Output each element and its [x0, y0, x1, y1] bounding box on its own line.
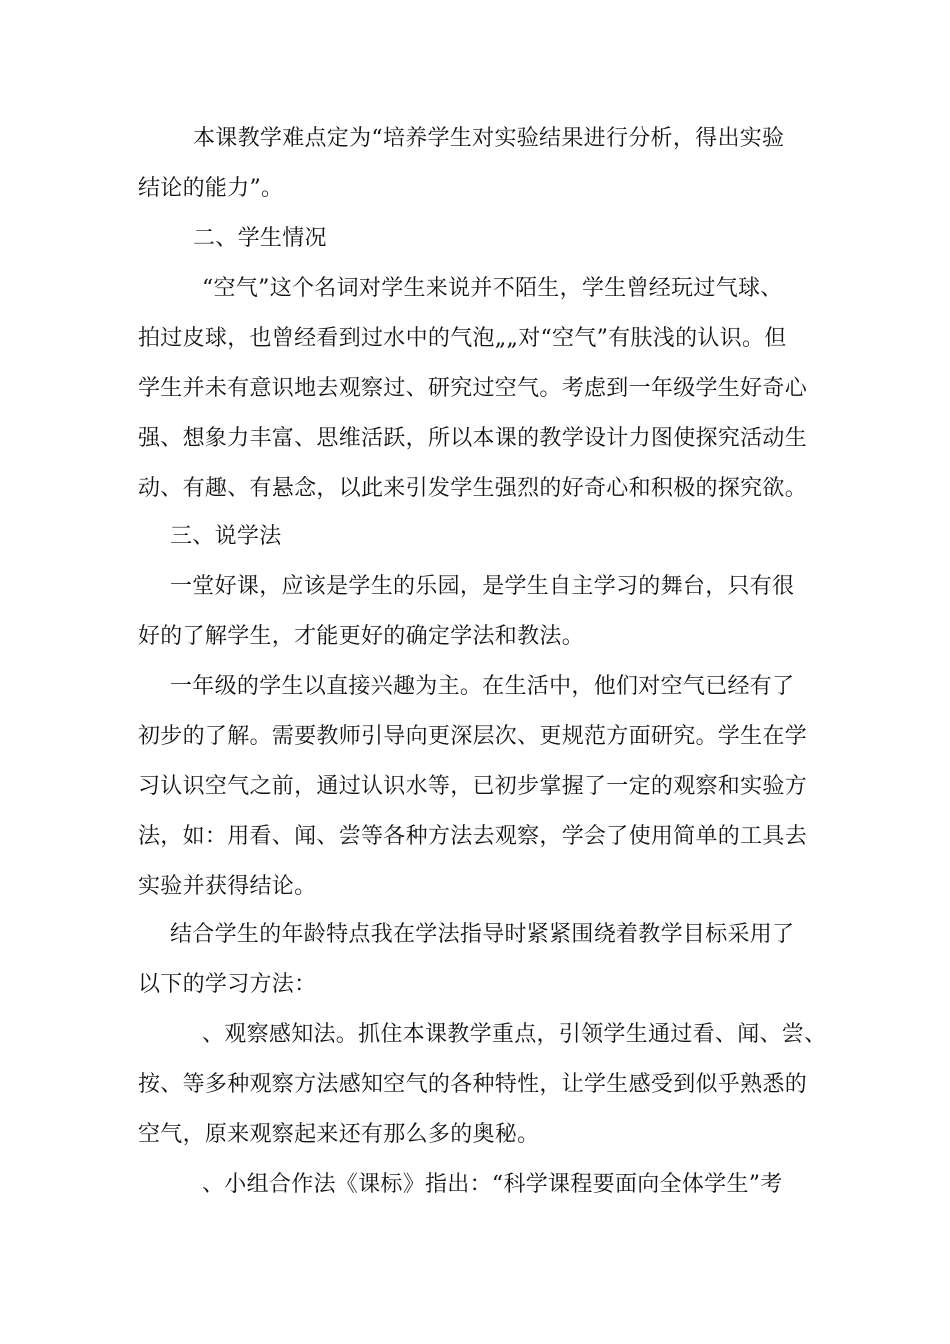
text-line: 法，如：用看、闻、尝等各种方法去观察，学会了使用简单的工具去 — [138, 824, 808, 849]
text-line: 好的了解学生，才能更好的确定学法和教法。 — [138, 624, 585, 649]
text-line: 一堂好课，应该是学生的乐园，是学生自主学习的舞台，只有很 — [170, 574, 795, 599]
text-line: 按、等多种观察方法感知空气的各种特性，让学生感受到似乎熟悉的 — [138, 1072, 808, 1097]
text-line: 、小组合作法《课标》指出：“科学课程要面向全体学生”考 — [202, 1172, 783, 1197]
text-line: 、观察感知法。抓住本课教学重点，引领学生通过看、闻、尝、 — [202, 1022, 827, 1047]
text-line: 习认识空气之前，通过认识水等，已初步掌握了一定的观察和实验方 — [138, 774, 808, 799]
text-line: 一年级的学生以直接兴趣为主。在生活中，他们对空气已经有了 — [170, 674, 795, 699]
text-line: 结论的能力”。 — [138, 176, 284, 201]
text-line: 实验并获得结论。 — [138, 874, 317, 899]
text-line: 动、有趣、有悬念，以此来引发学生强烈的好奇心和积极的探究欲。 — [138, 476, 808, 501]
text-line: 空气，原来观察起来还有那么多的奥秘。 — [138, 1122, 540, 1147]
text-line: 以下的学习方法： — [138, 972, 317, 997]
section-heading: 二、学生情况 — [193, 226, 327, 251]
text-line: 拍过皮球，也曾经看到过水中的气泡„„对“空气”有肤浅的认识。但 — [138, 326, 787, 351]
text-line: “空气”这个名词对学生来说并不陌生，学生曾经玩过气球、 — [202, 276, 783, 301]
text-line: 结合学生的年龄特点我在学法指导时紧紧围绕着教学目标采用了 — [170, 922, 795, 947]
section-heading: 三、说学法 — [170, 524, 282, 549]
text-line: 本课教学难点定为“培养学生对实验结果进行分析，得出实验 — [193, 126, 785, 151]
text-line: 强、想象力丰富、思维活跃，所以本课的教学设计力图使探究活动生 — [138, 426, 808, 451]
text-line: 初步的了解。需要教师引导向更深层次、更规范方面研究。学生在学 — [138, 724, 808, 749]
text-line: 学生并未有意识地去观察过、研究过空气。考虑到一年级学生好奇心 — [138, 376, 808, 401]
